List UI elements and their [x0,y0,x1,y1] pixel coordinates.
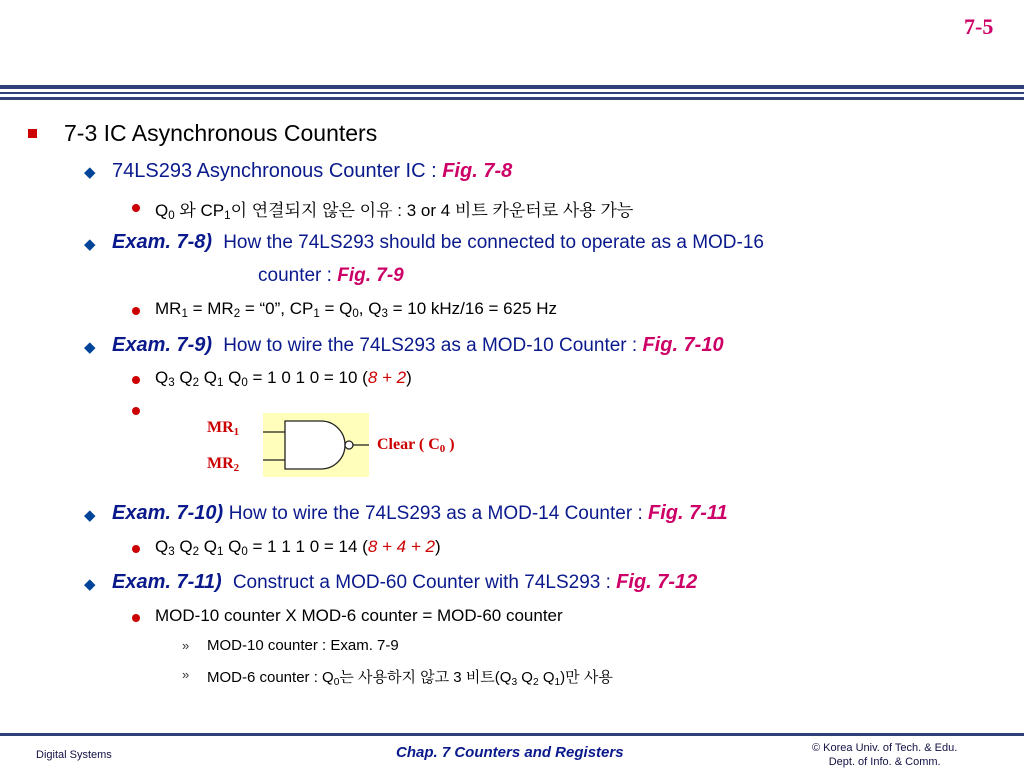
mr-equation: $MR_1 = MR_2$ = “0”, $CP_1 = Q_0$, $Q_3 = 10$ kHz/16 = 625 Hz [155,299,558,321]
diamond-bullet-icon: ◆ [84,164,96,181]
note-q0-cp1: $Q_0$ 와 $CP_1$이 연결되지 않은 이유 : 3 or 4 비트 카운터로 사용 가능 [155,201,634,223]
mod6-note: MOD-6 counter : $Q_0$는 사용하지 않고 3 비트($Q_3$ $Q_2$ $Q_1$)만 사용 [207,669,613,688]
diamond-bullet-icon: ◆ [84,339,96,356]
exam-7-8: Exam. 7-8) How the 74LS293 should be connected to operate as a MOD-16 [112,231,764,253]
diamond-bullet-icon: ◆ [84,576,96,593]
round-bullet-icon [132,204,140,212]
gate-input-mr1: $MR_1$ [207,419,240,439]
header-rule-thin [0,92,1024,94]
mod60-composition: MOD-10 counter X MOD-6 counter = MOD-60 counter [155,606,563,625]
subbullet-icon: » [182,638,190,653]
header-rule-thick [0,85,1024,89]
footer-chapter: Chap. 7 Counters and Registers [396,744,624,761]
section-heading: 7-3 IC Asynchronous Counters [64,120,378,146]
footer-course: Digital Systems [36,749,112,761]
subbullet-icon: » [182,667,190,682]
round-bullet-icon [132,307,140,315]
exam-7-8-continuation: counter : Fig. 7-9 [258,265,404,286]
fig-ref: Fig. 7-9 [337,265,404,286]
fig-ref: Fig. 7-8 [442,160,513,182]
footer-rule [0,733,1024,736]
slide-number: 7-5 [964,14,994,39]
topic-74ls293: 74LS293 Asynchronous Counter IC : Fig. 7-8 [112,160,513,182]
fig-ref: Fig. 7-12 [616,571,698,593]
gate-input-mr2: $MR_2$ [207,455,240,475]
round-bullet-icon [132,376,140,384]
diamond-bullet-icon: ◆ [84,507,96,524]
round-bullet-icon [132,545,140,553]
fig-ref: Fig. 7-11 [648,502,728,524]
diamond-bullet-icon: ◆ [84,236,96,253]
header-rule-base [0,97,1024,100]
square-bullet-icon [28,129,37,138]
nand-gate-icon [263,413,369,477]
mod10-note: MOD-10 counter : Exam. 7-9 [207,637,399,654]
fig-ref: Fig. 7-10 [642,334,724,356]
q-equation-mod14: $Q_3$ $Q_2$ $Q_1$ $Q_0 = 1$ 1 1 0 = 14 (8 + 4 + 2) [155,537,441,559]
exam-7-9: Exam. 7-9) How to wire the 74LS293 as a MOD-10 Counter : Fig. 7-10 [112,334,724,356]
round-bullet-icon [132,407,140,415]
q-equation-mod10: $Q_3$ $Q_2$ $Q_1$ $Q_0 = 1$ 0 1 0 = 10 (8 + 2) [155,368,412,390]
round-bullet-icon [132,614,140,622]
exam-7-11: Exam. 7-11) Construct a MOD-60 Counter with 74LS293 : Fig. 7-12 [112,571,698,593]
footer-copyright: © Korea Univ. of Tech. & Edu. Dept. of Info. & Comm. [812,742,958,768]
exam-7-10: Exam. 7-10) How to wire the 74LS293 as a MOD-14 Counter : Fig. 7-11 [112,502,728,524]
gate-output-clear: Clear ( $C_0$ ) [377,436,455,456]
